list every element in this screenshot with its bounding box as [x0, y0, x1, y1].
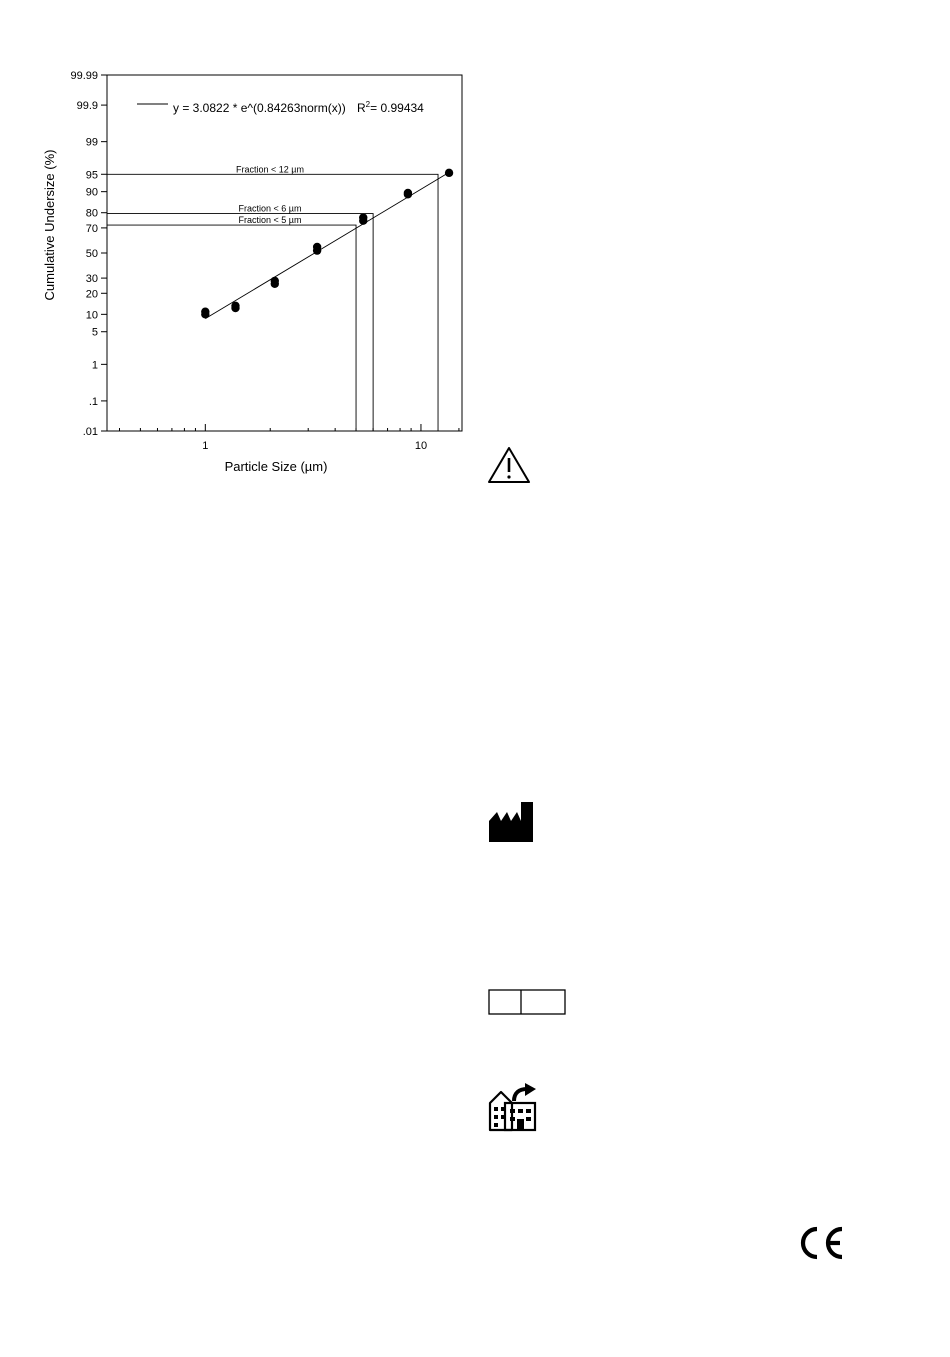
y-tick-label: 90 — [85, 186, 98, 199]
ce-mark-icon — [795, 1224, 847, 1262]
data-point — [231, 302, 239, 310]
manufacturer-icon — [488, 801, 534, 843]
data-point — [404, 189, 412, 197]
lot-box — [488, 989, 566, 1015]
x-axis — [120, 424, 459, 452]
legend — [137, 100, 424, 115]
warning-icon — [487, 446, 531, 484]
fraction-guides — [107, 164, 438, 431]
particle-size-chart — [0, 0, 950, 500]
data-point — [313, 243, 321, 251]
y-tick-label: 5 — [91, 326, 98, 339]
y-tick-label: 1 — [91, 359, 98, 372]
fit-line — [205, 172, 449, 318]
x-tick-label: 10 — [414, 440, 428, 452]
fraction-label: Fraction < 5 µm — [238, 215, 302, 226]
y-axis — [70, 70, 107, 438]
y-tick-label: 99.9 — [76, 100, 98, 113]
data-point — [359, 213, 367, 221]
y-tick-label: 20 — [85, 288, 98, 301]
fraction-guide — [107, 225, 356, 431]
data-point — [201, 308, 209, 316]
fraction-label: Fraction < 12 µm — [236, 164, 304, 175]
legend-r2: $R^2= 0.99434$ — [357, 100, 424, 115]
y-tick-label: 99.99 — [70, 70, 98, 82]
plot-frame — [107, 75, 462, 431]
x-tick-label: 1 — [202, 440, 209, 452]
y-tick-label: 70 — [85, 222, 98, 235]
y-axis-title: Cumulative Undersize (%) — [42, 149, 57, 301]
y-tick-label: 80 — [85, 207, 98, 220]
y-tick-label: 10 — [85, 309, 98, 322]
fraction-guide — [107, 214, 373, 431]
importer-icon — [487, 1083, 539, 1133]
data-points — [201, 169, 453, 319]
y-tick-label: 30 — [85, 273, 98, 286]
data-point — [445, 169, 453, 177]
y-tick-label: .1 — [88, 395, 98, 408]
y-tick-label: 95 — [85, 169, 98, 182]
y-tick-label: 99 — [85, 136, 98, 149]
fraction-label: Fraction < 6 µm — [238, 203, 302, 214]
data-point — [271, 277, 279, 285]
legend-equation: y = 3.0822 * e^(0.84263norm(x)) — [173, 101, 346, 115]
y-tick-label: .01 — [82, 426, 98, 438]
y-tick-label: 50 — [85, 248, 98, 260]
x-axis-title: Particle Size (µm) — [224, 459, 328, 474]
